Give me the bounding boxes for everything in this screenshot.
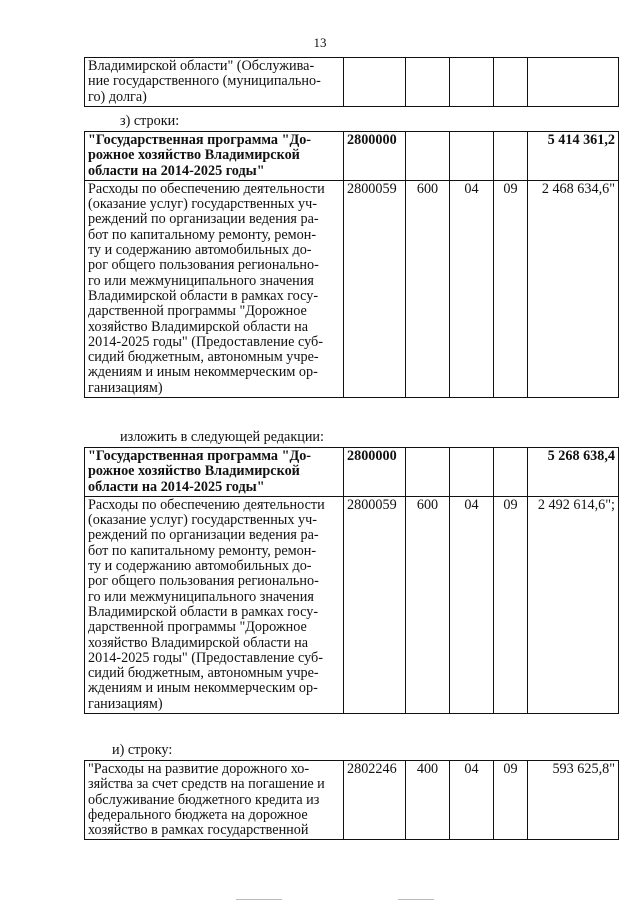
rz-cell	[450, 448, 494, 497]
code-cell: 2800000	[344, 132, 406, 181]
amount-cell	[528, 58, 619, 107]
expense-name	[85, 761, 344, 840]
caption-z: з) строки:	[120, 113, 180, 129]
caption-i: и) строку:	[112, 742, 173, 758]
row-name	[85, 58, 344, 107]
text-line: (оказание услуг) государственных уч-	[88, 196, 317, 213]
pr-cell: 09	[494, 180, 528, 397]
text-line: "Государственная программа "До-	[88, 132, 312, 148]
expense-name	[85, 496, 344, 713]
rz-cell	[450, 58, 494, 107]
text-line: ние государственного (муниципально-	[88, 73, 321, 90]
text-line: "Государственная программа "До-	[88, 448, 312, 464]
code-cell	[344, 58, 406, 107]
code-cell: 2802246	[344, 761, 406, 840]
text-line: 2014-2025 годы" (Предоставление суб-	[88, 333, 323, 350]
text-line: Владимирской области в рамках госу-	[88, 287, 319, 304]
expense-name	[85, 180, 344, 397]
text-line: Владимирской области" (Обслужива-	[88, 58, 315, 74]
text-line: Расходы по обеспечению деятельности	[88, 496, 325, 513]
text-line: го или межмуниципального значения	[88, 588, 314, 605]
text-line: федерального бюджета на дорожное	[88, 806, 308, 823]
text-line: го или межмуниципального значения	[88, 272, 314, 289]
text-line: области на 2014-2025 годы"	[88, 478, 265, 495]
table-new	[84, 447, 619, 714]
text-line: сидий бюджетным, автономным учре-	[88, 665, 319, 682]
text-line: (оказание услуг) государственных уч-	[88, 512, 317, 529]
table-row	[85, 448, 619, 497]
text-line: хозяйство в рамках государственной	[88, 822, 309, 839]
code-cell: 2800059	[344, 496, 406, 713]
text-line: дарственной программы "Дорожное	[88, 303, 307, 320]
pr-cell	[494, 132, 528, 181]
table-continuation	[84, 57, 619, 107]
amount-cell: 5 414 361,2	[528, 132, 619, 181]
caption-replace: изложить в следующей редакции:	[120, 429, 324, 445]
rz-cell: 04	[450, 180, 494, 397]
table-row	[85, 180, 619, 397]
page-number: 13	[313, 35, 327, 50]
vr-cell: 600	[406, 180, 450, 397]
text-line: "Расходы на развитие дорожного хо-	[88, 761, 310, 777]
text-line: ту и содержанию автомобильных до-	[88, 558, 312, 575]
pr-cell: 09	[494, 761, 528, 840]
text-line: области на 2014-2025 годы"	[88, 162, 265, 179]
text-line: рог общего пользования регионально-	[88, 257, 319, 274]
text-line: сидий бюджетным, автономным учре-	[88, 349, 319, 366]
text-line: ждениям и иным некоммерческим ор-	[88, 680, 318, 697]
text-line: обслуживание бюджетного кредита из	[88, 791, 320, 808]
table-row	[85, 132, 619, 181]
text-line: го) долга)	[88, 88, 147, 105]
text-line: рожное хозяйство Владимирской	[88, 463, 300, 480]
amount-cell: 2 468 634,6"	[528, 180, 619, 397]
text-line: ганизациям)	[88, 695, 163, 712]
table-row	[85, 761, 619, 840]
rz-cell: 04	[450, 496, 494, 713]
pr-cell	[494, 58, 528, 107]
footer-mark	[398, 899, 434, 900]
rz-cell	[450, 132, 494, 181]
vr-cell: 600	[406, 496, 450, 713]
text-line: рог общего пользования регионально-	[88, 573, 319, 590]
table-row	[85, 496, 619, 713]
amount-cell: 5 268 638,4	[528, 448, 619, 497]
table-row	[85, 58, 619, 107]
pr-cell	[494, 448, 528, 497]
program-name	[85, 132, 344, 181]
text-line: реждений по организации ведения ра-	[88, 211, 319, 228]
text-line: 2014-2025 годы" (Предоставление суб-	[88, 649, 323, 666]
text-line: хозяйство Владимирской области на	[88, 634, 308, 651]
text-line: дарственной программы "Дорожное	[88, 619, 307, 636]
vr-cell	[406, 132, 450, 181]
amount-cell: 2 492 614,6";	[528, 496, 619, 713]
text-line: ждениям и иным некоммерческим ор-	[88, 364, 318, 381]
text-line: хозяйство Владимирской области на	[88, 318, 308, 335]
text-line: бот по капитальному ремонту, ремон-	[88, 226, 317, 243]
vr-cell: 400	[406, 761, 450, 840]
text-line: ганизациям)	[88, 379, 163, 396]
text-line: зяйства за счет средств на погашение и	[88, 776, 325, 793]
vr-cell	[406, 58, 450, 107]
rz-cell: 04	[450, 761, 494, 840]
footer-mark	[236, 899, 282, 900]
text-line: бот по капитальному ремонту, ремон-	[88, 542, 317, 559]
pr-cell: 09	[494, 496, 528, 713]
text-line: Владимирской области в рамках госу-	[88, 603, 319, 620]
code-cell: 2800059	[344, 180, 406, 397]
text-line: ту и содержанию автомобильных до-	[88, 242, 312, 259]
table-row-i	[84, 760, 619, 840]
code-cell: 2800000	[344, 448, 406, 497]
program-name	[85, 448, 344, 497]
amount-cell: 593 625,8"	[528, 761, 619, 840]
text-line: рожное хозяйство Владимирской	[88, 147, 300, 164]
vr-cell	[406, 448, 450, 497]
text-line: реждений по организации ведения ра-	[88, 527, 319, 544]
table-old	[84, 131, 619, 398]
text-line: Расходы по обеспечению деятельности	[88, 180, 325, 197]
